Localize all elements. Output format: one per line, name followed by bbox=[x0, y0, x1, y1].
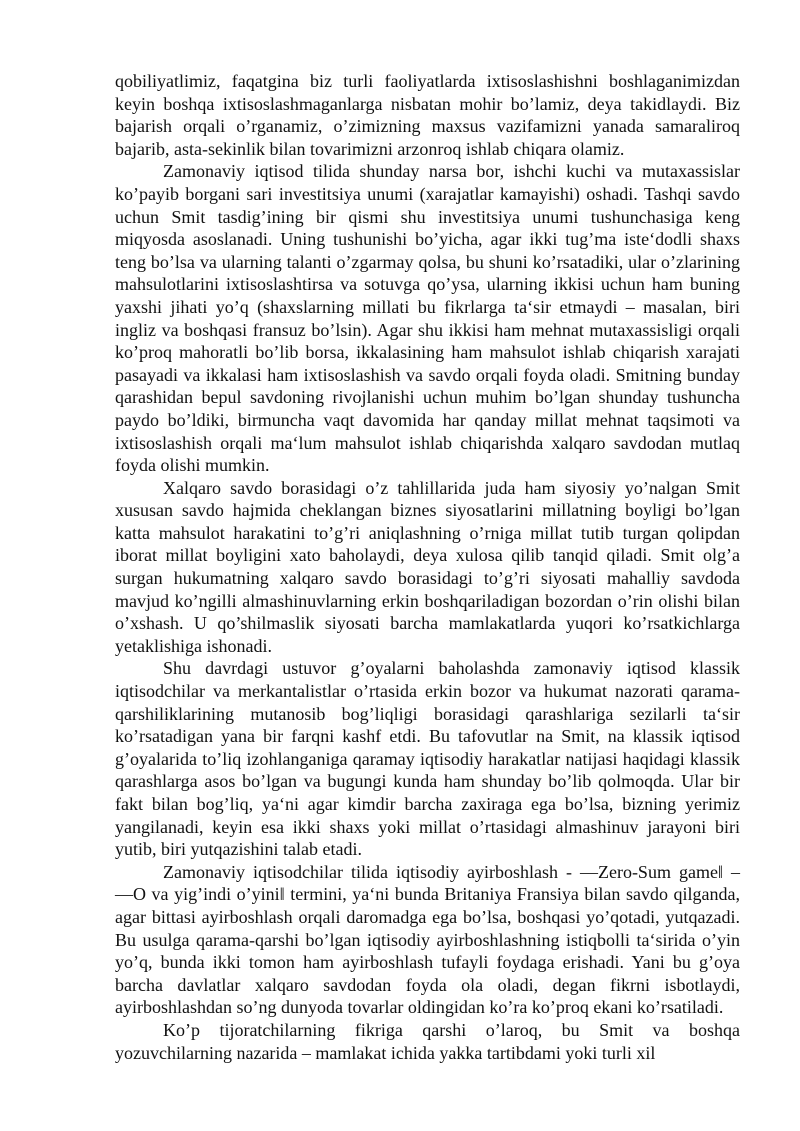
paragraph-5: Zamonaviy iqtisodchilar tilida iqtisodiy ayirboshlash - ―Zero-Sum game‖ – ―O va yig’indi o’yini‖ termini, ya‘ni bunda Britaniya Fransiya bilan savdo qilganda, agar bittasi ayirboshlash orqali daromadga ega bo’lsa, boshqasi yo’qotadi, yutqazadi. Bu usulga qarama-qarshi bo’lgan iqtisodiy ayirboshlashning istiqbolli ta‘sirida o’yin yo’q, bunda ikki tomon ham ayirboshlash tufayli foydaga erishadi. Yani bu g’oya barcha davlatlar xalqaro savdodan foyda ola oladi, degan fikrni isbotlaydi, ayirboshlashdan so’ng dunyoda tovarlar oldingidan ko’ra ko’proq ekani ko’rsatiladi. bbox=[115, 861, 740, 1018]
paragraph-1: qobiliyatlimiz, faqatgina biz turli faoliyatlarda ixtisoslashishni boshlaganimizdan keyin boshqa ixtisoslashmaganlarga nisbatan mohir bo’lamiz, deya takidlaydi. Biz bajarish orqali o’rganamiz, o’zimizning maxsus vazifamizni yanada samaraliroq bajarib, asta-sekinlik bilan tovarimizni arzonroq ishlab chiqara olamiz. bbox=[115, 71, 740, 159]
paragraph-4: Shu davrdagi ustuvor g’oyalarni baholashda zamonaviy iqtisod klassik iqtisodchilar va merkantalistlar o’rtasida erkin bozor va hukumat nazorati qarama-qarshiliklarining mutanosib bog’liqligi borasidagi qarashlariga sezilarli ta‘sir ko’rsatadigan yana bir farqni kashf etdi. Bu tafovutlar na Smit, na klassik iqtisod g’oyalarida to’liq izohlanganiga qaramay iqtisodiy harakatlar natijasi haqidagi klassik qarashlarga asos bo’lgan va bugungi kunda ham shunday bo’lib qolmoqda. Ular bir fakt bilan bog’liq, ya‘ni agar kimdir barcha zaxiraga ega bo’lsa, bizning yerimiz yangilanadi, keyin esa ikki shaxs yoki millat o’rtasidagi almashinuv jarayoni biri yutib, biri yutqazishini talab etadi. bbox=[115, 658, 740, 860]
paragraph-6: Ko’p tijoratchilarning fikriga qarshi o’laroq, bu Smit va boshqa yozuvchilarning nazarida – mamlakat ichida yakka tartibdami yoki turli xil bbox=[115, 1019, 740, 1063]
paragraph-2: Zamonaviy iqtisod tilida shunday narsa bor, ishchi kuchi va mutaxassislar ko’payib borgani sari investitsiya unumi (xarajatlar kamayishi) oshadi. Tashqi savdo uchun Smit tasdig’ining bir qismi shu investitsiya unumi tushunchasiga keng miqyosda asoslanadi. Uning tushunishi bo’yicha, agar ikki tug’ma iste‘dodli shaxs teng bo’lsa va ularning talanti o’zgarmay qolsa, bu shuni ko’rsatadiki, ular o’zlarining mahsulotlarini ixtisoslashtirsa va sotuvga qo’ysa, ularning ikkisi uchun ham buning yaxshi jihati yo’q (shaxslarning millati bu fikrlarga ta‘sir etmaydi – masalan, biri ingliz va boshqasi fransuz bo’lsin). Agar shu ikkisi ham mehnat mutaxassisligi orqali ko’proq mahoratli bo’lib borsa, ikkalasining ham mahsulot ishlab chiqarish xarajati pasayadi va ikkalasi ham ixtisoslashish va savdo orqali foyda oladi. Smitning bunday qarashidan bepul savdoning rivojlanishi uchun muhim bo’lgan shunday tushuncha paydo bo’ldiki, birmuncha vaqt davomida har qanday millat mehnat taqsimoti va ixtisoslashish orqali ma‘lum mahsulot ishlab chiqarishda xalqaro savdodan mutlaq foyda olishi mumkin. bbox=[115, 161, 740, 476]
paragraph-3: Xalqaro savdo borasidagi o’z tahlillarida juda ham siyosiy yo’nalgan Smit xususan savdo hajmida cheklangan biznes siyosatlarini millatning boyligi bo’lgan katta mahsulot harakatini to’g’ri aniqlashning o’rniga millat tutib turgan qolipdan iborat millat boyligini xato baholaydi, deya xulosa qilib tanqid qiladi. Smit olg’a surgan hukumatning xalqaro savdo borasidagi to’g’ri siyosati mahalliy savdoda mavjud ko’ngilli almashinuvlarning erkin boshqariladigan bozordan o’rin olishi bilan o’xshash. U qo’shilmaslik siyosati barcha mamlakatlarda yuqori ko’rsatkichlarga yetaklishiga ishonadi. bbox=[115, 477, 740, 656]
